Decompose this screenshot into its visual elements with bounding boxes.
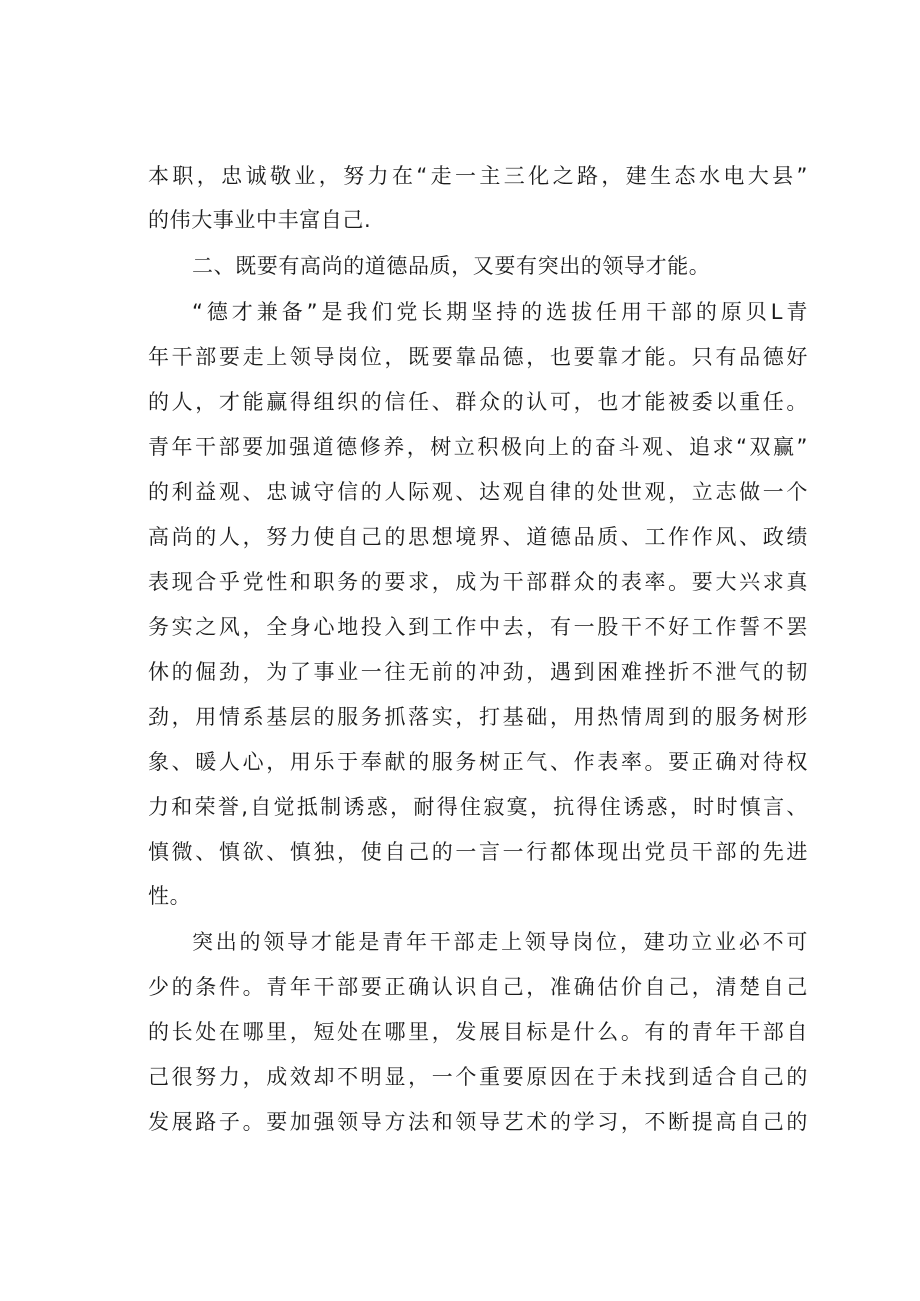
text-line: 休的倔劲，为了事业一往无前的冲劲，遇到困难挫折不泄气的韧 (148, 660, 808, 684)
text-line: 突出的领导才能是青年干部走上领导岗位，建功立业必不可 (192, 930, 808, 954)
text-line: 二、既要有高尚的道德品质，又要有突出的领导才能。 (192, 254, 711, 278)
text-line: 务实之风，全身心地投入到工作中去，有一股干不好工作誓不罢 (148, 615, 808, 639)
text-line: 表现合乎党性和职务的要求，成为干部群众的表率。要大兴求真 (148, 570, 808, 594)
text-line: 象、暖人心，用乐于奉献的服务树正气、作表率。要正确对待权 (148, 750, 808, 774)
text-line: 发展路子。要加强领导方法和领导艺术的学习，不断提高自己的 (148, 1110, 808, 1134)
text-line: “德才兼备”是我们党长期坚持的选拔任用干部的原贝L青 (192, 300, 808, 324)
text-line: 青年干部要加强道德修养，树立积极向上的奋斗观、追求“双赢” (148, 435, 808, 459)
text-line: 己很努力，成效却不明显，一个重要原因在于未找到适合自己的 (148, 1065, 808, 1089)
text-line: 慎微、慎欲、慎独，使自己的一言一行都体现出党员干部的先进 (148, 840, 808, 864)
text-line: 的利益观、忠诚守信的人际观、达观自律的处世观，立志做一个 (148, 480, 808, 504)
text-line: 的长处在哪里，短处在哪里，发展目标是什么。有的青年干部自 (148, 1020, 808, 1044)
text-line: 劲，用情系基层的服务抓落实，打基础，用热情周到的服务树形 (148, 705, 808, 729)
text-line: 力和荣誉,自觉抵制诱惑，耐得住寂寞，抗得住诱惑，时时慎言、 (148, 795, 808, 819)
text-line: 本职，忠诚敬业，努力在“走一主三化之路，建生态水电大县” (148, 164, 808, 188)
text-line: 的人，才能赢得组织的信任、群众的认可，也才能被委以重任。 (148, 390, 808, 414)
text-line: 年干部要走上领导岗位，既要靠品德，也要靠才能。只有品德好 (148, 345, 808, 369)
text-line: 少的条件。青年干部要正确认识自己，准确估价自己，清楚自己 (148, 975, 808, 999)
text-line: 高尚的人，努力使自己的思想境界、道德品质、工作作风、政绩 (148, 525, 808, 549)
text-line: 性。 (148, 884, 192, 908)
text-line: 的伟大事业中丰富自己. (148, 208, 372, 232)
